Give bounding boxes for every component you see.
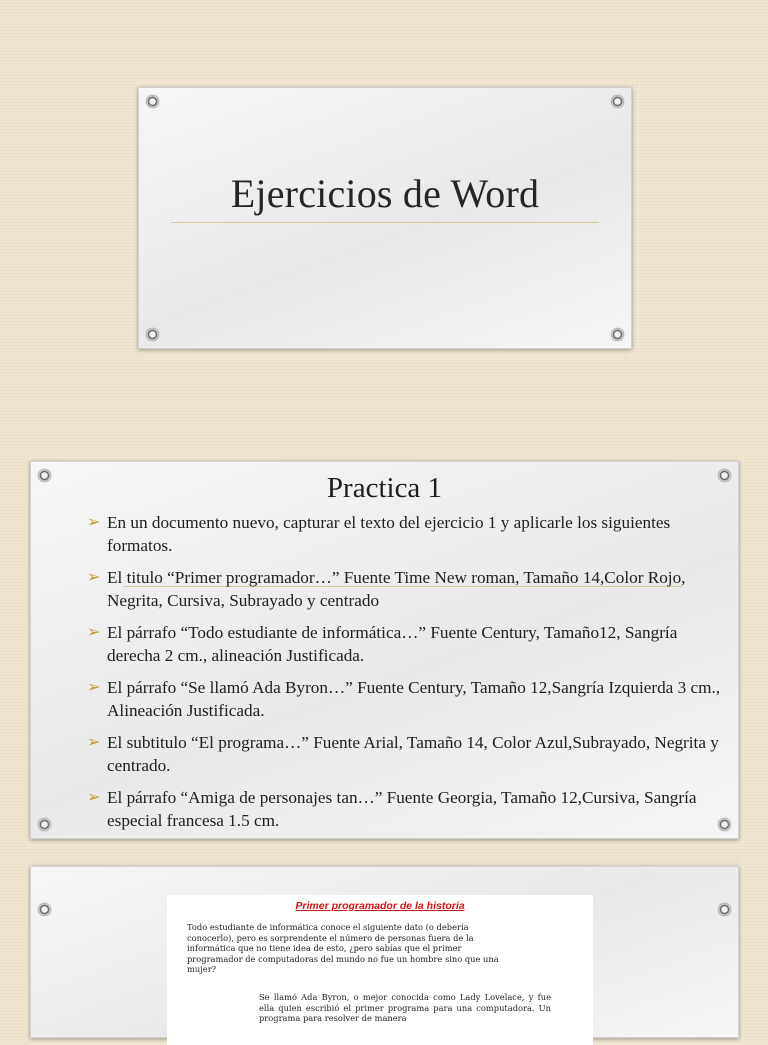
bullet-item xyxy=(87,731,727,777)
rivet-icon xyxy=(146,95,159,108)
slide-title-text: Ejercicios de Word xyxy=(230,171,540,216)
bullet-text: El subtitulo “El programa…” Fuente Arial, Tamaño 14, Color Azul,Subrayado, Negrita y centrado. xyxy=(107,733,719,775)
title-card xyxy=(138,87,632,349)
bullet-text: El párrafo “Todo estudiante de informática…” Fuente Century, Tamaño12, Sangría derecha 2 cm., alineación Justificada. xyxy=(107,623,678,665)
rivet-icon xyxy=(146,328,159,341)
arrow-bullet-icon: ➢ xyxy=(87,514,101,531)
document-paragraph: Se llamó Ada Byron, o mejor conocida como Lady Lovelace, y fue ella quien escribió el primer programa para una computadora. Un programa para resolver de manera xyxy=(259,992,551,1024)
title-divider xyxy=(171,222,599,223)
bullet-item xyxy=(87,786,727,832)
bullet-text: El párrafo “Amiga de personajes tan…” Fuente Georgia, Tamaño 12,Cursiva, Sangría especial francesa 1.5 cm. xyxy=(107,788,697,830)
bullet-item xyxy=(87,511,727,557)
bullet-item xyxy=(87,621,727,667)
arrow-bullet-icon: ➢ xyxy=(87,734,101,751)
bullet-text: El párrafo “Se llamó Ada Byron…” Fuente Century, Tamaño 12,Sangría Izquierda 3 cm., Alineación Justificada. xyxy=(107,678,721,720)
document-page-image xyxy=(167,895,593,1045)
arrow-bullet-icon: ➢ xyxy=(87,624,101,641)
document-heading: Primer programador de la historia xyxy=(295,900,465,912)
rivet-icon xyxy=(38,903,51,916)
rivet-icon xyxy=(38,818,51,831)
rivet-icon xyxy=(611,95,624,108)
document-card xyxy=(30,866,739,1038)
practice-bullet-list xyxy=(87,511,727,841)
rivet-icon xyxy=(718,903,731,916)
bullet-text: En un documento nuevo, capturar el texto del ejercicio 1 y aplicarle los siguientes formatos. xyxy=(107,513,671,555)
bullet-item xyxy=(87,566,727,612)
document-paragraph: Todo estudiante de informática conoce el siguiente dato (o debería conocerlo), pero es sorprendente el número de personas fuera de la informática que no tiene idea de esto, ¿pero sabías que el primer programador de computadoras del mundo no fue un hombre sino que una mujer? xyxy=(187,922,499,975)
bullet-item xyxy=(87,676,727,722)
arrow-bullet-icon: ➢ xyxy=(87,789,101,806)
arrow-bullet-icon: ➢ xyxy=(87,679,101,696)
bullet-text: El titulo “Primer programador…” Fuente Time New roman, Tamaño 14,Color Rojo, Negrita, Cursiva, Subrayado y centrado xyxy=(107,568,686,610)
practice-card xyxy=(30,461,739,839)
practice-title: Practica 1 xyxy=(326,472,443,504)
arrow-bullet-icon: ➢ xyxy=(87,569,101,586)
rivet-icon xyxy=(611,328,624,341)
